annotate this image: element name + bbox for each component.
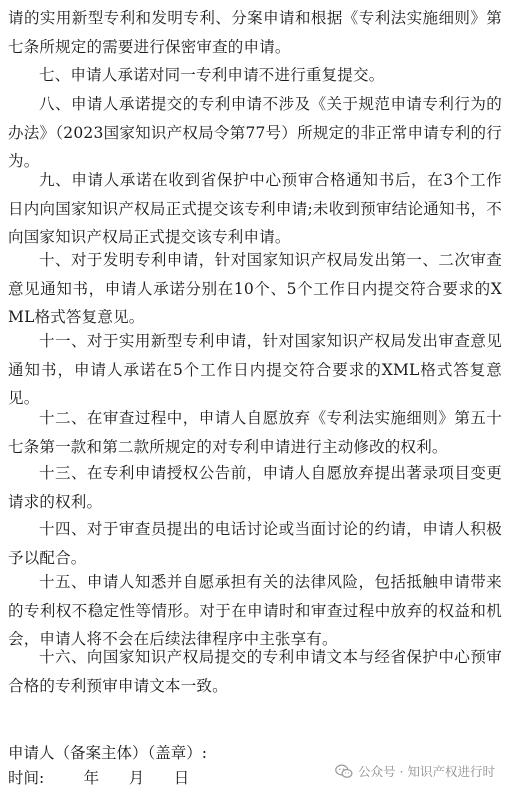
- paragraph-item-7: 七、申请人承诺对同一专利申请不进行重复提交。: [39, 66, 385, 84]
- paragraph-item-9: 九、申请人承诺在收到省保护中心预审合格通知书后，在3个工作日内向国家知识产权局正式提交该专利申请;未收到预审结论通知书，不向国家知识产权局正式提交该专利申请。: [8, 171, 502, 246]
- paragraph-item-10: 十、对于发明专利申请，针对国家知识产权局发出第一、二次审查意见通知书，申请人承诺分别在10个、5个工作日内提交符合要求的XML格式答复意见。: [8, 251, 502, 326]
- paragraph-continuation: 请的实用新型专利和发明专利、分案申请和根据《专利法实施细则》第七条所规定的需要进行保密审查的申请。: [8, 9, 502, 56]
- paragraph-item-16: 十六、向国家知识产权局提交的专利申请文本与经省保护中心预审合格的专利预审申请文本一致。: [8, 648, 502, 695]
- watermark-text: 公众号 · 知识产权进行时: [358, 764, 495, 779]
- paragraph-item-13: 十三、在专利申请授权公告前，申请人自愿放弃提出著录项目变更请求的权利。: [8, 464, 502, 511]
- paragraph-item-15: 十五、申请人知悉并自愿承担有关的法律风险，包括抵触申请带来的专利权不稳定性等情形。对于在申请时和审查过程中放弃的权益和机会，申请人将不会在后续法律程序中主张享有。: [8, 573, 502, 648]
- paragraph-item-12: 十二、在审查过程中，申请人自愿放弃《专利法实施细则》第五十七条第一款和第二款所规定的对专利申请进行主动修改的权利。: [8, 409, 502, 456]
- wechat-icon: [335, 764, 353, 779]
- date-line: 时间: 年 月 日: [8, 769, 190, 787]
- paragraph-item-8: 八、申请人承诺提交的专利申请不涉及《关于规范申请专利行为的办法》（2023国家知识产权局令第77号）所规定的非正常申请专利的行为。: [8, 95, 502, 170]
- paragraph-item-11: 十一、对于实用新型专利申请，针对国家知识产权局发出审查意见通知书，申请人承诺在5个工作日内提交符合要求的XML格式答复意见。: [8, 332, 502, 407]
- applicant-signature-line: 申请人（备案主体）（盖章）:: [8, 744, 207, 762]
- wechat-watermark: [335, 762, 495, 780]
- paragraph-item-14: 十四、对于审查员提出的电话讨论或当面讨论的约请，申请人积极予以配合。: [8, 520, 502, 567]
